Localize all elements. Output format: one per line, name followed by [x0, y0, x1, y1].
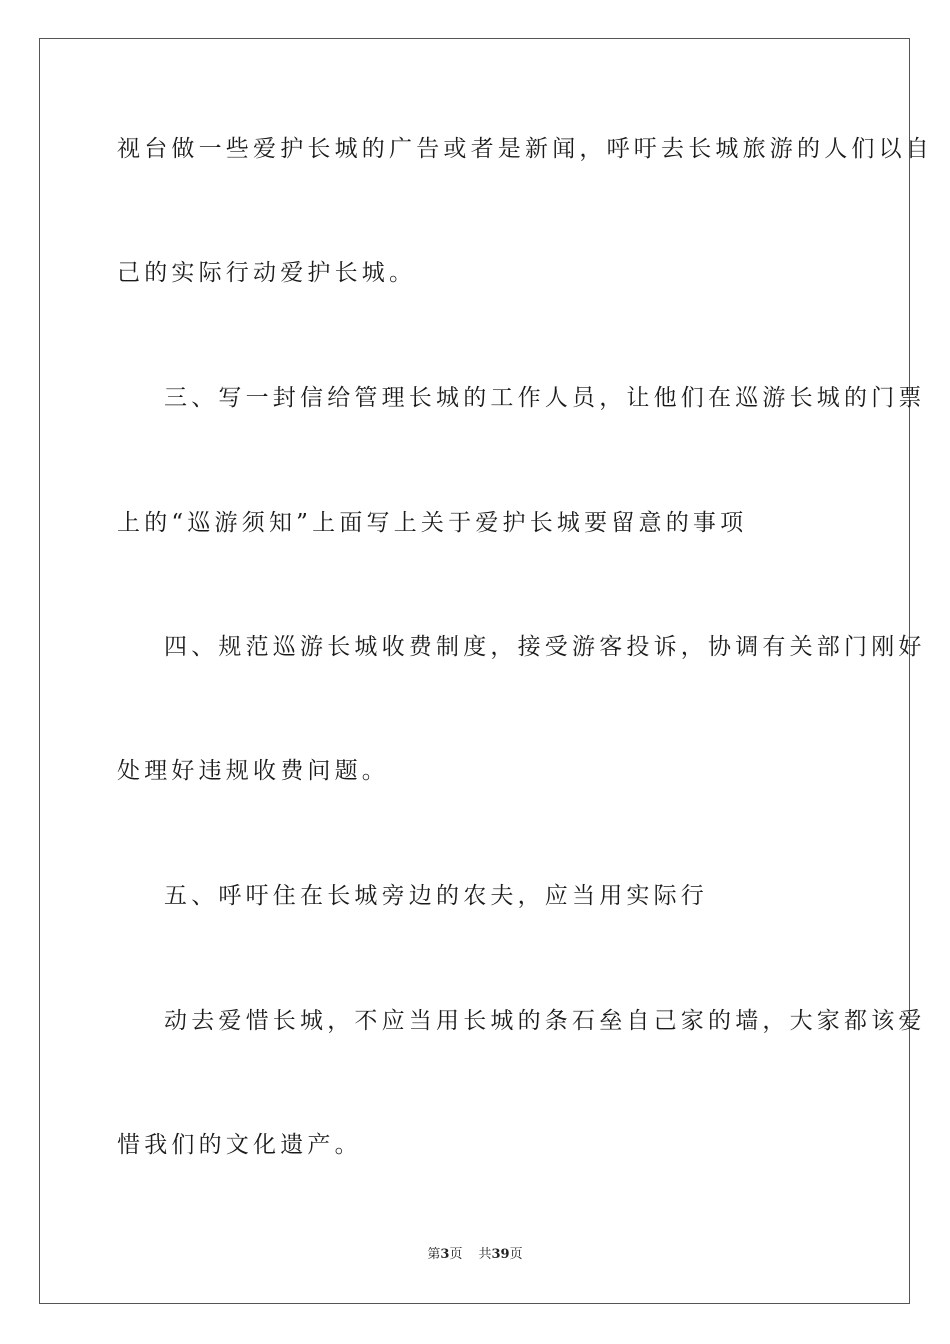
total-suffix: 页 [509, 1247, 523, 1262]
page-footer [0, 1246, 950, 1264]
page-border [39, 38, 910, 1304]
page-prefix: 第 [427, 1247, 441, 1262]
text-line-5: 四、规范巡游长城收费制度，接受游客投诉，协调有关部门刚好 [164, 634, 926, 660]
text-line-8: 动去爱惜长城，不应当用长城的条石垒自己家的墙，大家都该爱 [164, 1008, 926, 1034]
text-line-4: 上的“巡游须知”上面写上关于爱护长城要留意的事项 [117, 510, 748, 536]
total-prefix: 共 [478, 1247, 492, 1262]
text-line-9: 惜我们的文化遗产。 [117, 1132, 362, 1158]
page-suffix: 页 [449, 1247, 463, 1262]
text-line-6: 处理好违规收费问题。 [117, 758, 389, 784]
text-line-3: 三、写一封信给管理长城的工作人员，让他们在巡游长城的门票 [164, 385, 926, 411]
total-pages: 39 [491, 1247, 510, 1262]
page-number: 3 [440, 1247, 450, 1262]
text-line-1: 视台做一些爱护长城的广告或者是新闻，呼吁去长城旅游的人们以自 [117, 136, 933, 162]
text-line-2: 己的实际行动爱护长城。 [117, 260, 417, 286]
text-line-7: 五、呼吁住在长城旁边的农夫，应当用实际行 [164, 883, 708, 909]
